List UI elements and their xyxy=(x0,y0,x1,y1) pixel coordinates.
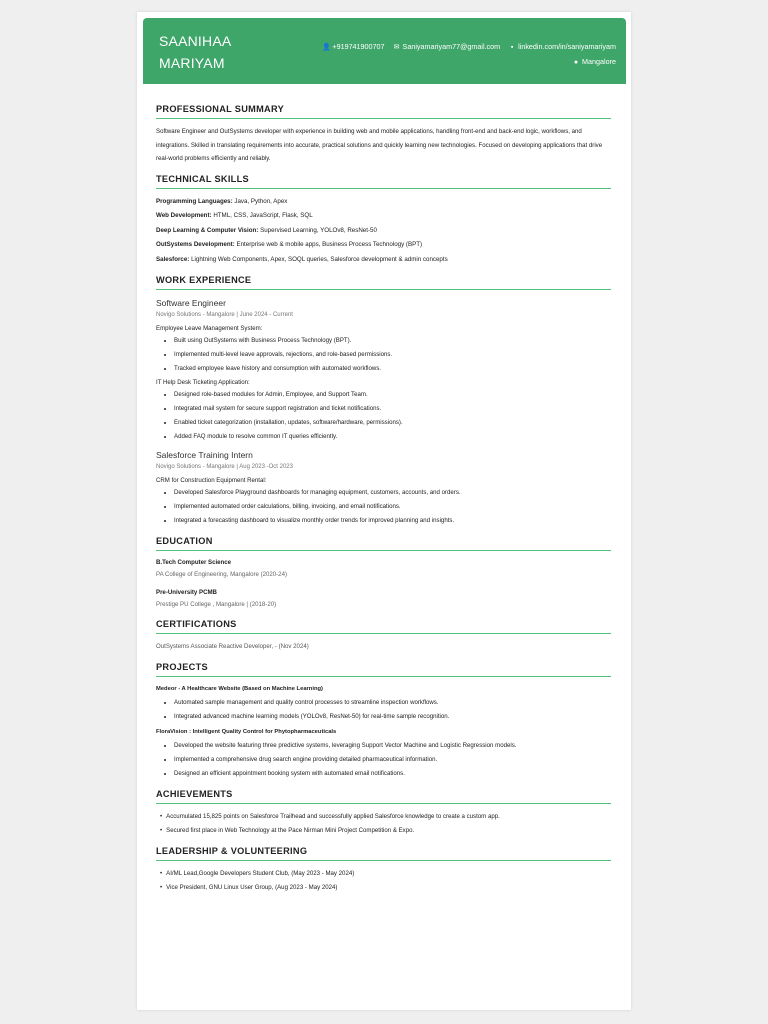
skills-title: TECHNICAL SKILLS xyxy=(156,174,611,189)
candidate-name xyxy=(159,30,269,74)
education-degree: B.Tech Computer Science xyxy=(156,559,232,566)
skills-list xyxy=(156,195,611,268)
bullet-item: • Built using OutSystems with Business Process Technology (BPT). xyxy=(174,334,611,348)
job-project-bullets xyxy=(156,486,611,528)
resume-body xyxy=(156,104,611,903)
summary-text: Software Engineer and OutSystems developer with experience in building web and mobile applications, handling front-end and back-end logic, workflows, and integrations. Skilled in translating requirements into accurate, practical solutions and quickly learning new technologies. Focused on developing applications that drive real-world problems efficiently and reliably. xyxy=(156,128,603,162)
jobs-list xyxy=(156,296,611,528)
leadership-title: LEADERSHIP & VOLUNTEERING xyxy=(156,846,611,861)
skill-value: Java, Python, Apex xyxy=(232,197,288,205)
achievement-item: • Accumulated 15,825 points on Salesforce Trailhead and successfully applied Salesforce knowledge to create a custom app. xyxy=(160,810,611,824)
job-project-bullets xyxy=(156,334,611,376)
skill-value: HTML, CSS, JavaScript, Flask, SQL xyxy=(211,212,313,219)
skill-row xyxy=(156,195,611,210)
skill-value: Supervised Learning, YOLOv8, ResNet-50 xyxy=(258,226,377,234)
education-meta: PA College of Engineering, Mangalore (2020-24) xyxy=(156,571,287,578)
leadership-item: • Vice President, GNU Linux User Group, (Aug 2023 - May 2024) xyxy=(160,881,611,895)
bullet-item: • Integrated a forecasting dashboard to visualize monthly order trends for improved planning and insights. xyxy=(174,514,611,528)
bullet-item: • Developed the website featuring three predictive systems, leveraging Support Vector Machine and Logistic Regression models. xyxy=(174,739,611,753)
job-project-name: CRM for Construction Equipment Rental: xyxy=(156,477,267,484)
experience-section xyxy=(156,275,611,528)
email-text: Saniyamariyam77@gmail.com xyxy=(402,42,501,51)
bullet-item: • Implemented multi-level leave approvals, rejections, and role-based permissions. xyxy=(174,348,611,362)
skill-label: Web Development: xyxy=(156,212,212,219)
certifications-section xyxy=(156,619,611,654)
job-meta: Novigo Solutions - Mangalore | June 2024 - Current xyxy=(156,312,293,318)
achievements-list xyxy=(156,810,611,838)
certification-item: OutSystems Associate Reactive Developer, - (Nov 2024) xyxy=(156,643,309,650)
projects-list xyxy=(156,683,611,781)
bullet-item: • Designed an efficient appointment booking system with automated email notifications. xyxy=(174,767,611,781)
bullet-item: • Enabled ticket categorization (installation, updates, software/hardware, permissions). xyxy=(174,416,611,430)
achievements-title: ACHIEVEMENTS xyxy=(156,789,611,804)
resume-page xyxy=(137,12,631,1010)
skill-row xyxy=(156,238,611,253)
bullet-item: • Integrated mail system for secure support registration and ticket notifications. xyxy=(174,402,611,416)
experience-title: WORK EXPERIENCE xyxy=(156,275,611,290)
skills-section xyxy=(156,174,611,268)
project-bullets xyxy=(156,739,611,781)
resume-header xyxy=(143,18,626,84)
bullet-item: • Tracked employee leave history and consumption with automated workflows. xyxy=(174,362,611,376)
skill-value: Enterprise web & mobile apps, Business Process Technology (BPT) xyxy=(234,241,423,248)
project-bullets xyxy=(156,696,611,724)
project-name: FloraVision : Intelligent Quality Control for Phytopharmaceuticals xyxy=(156,729,337,735)
skill-value: Lightning Web Components, Apex, SOQL queries, Salesforce development & admin concepts xyxy=(189,255,448,263)
job-project-name: IT Help Desk Ticketing Application: xyxy=(156,379,250,386)
location-contact xyxy=(572,55,616,70)
achievements-section xyxy=(156,789,611,838)
education-degree: Pre-University PCMB xyxy=(156,589,217,596)
job-role: Software Engineer xyxy=(156,298,226,308)
linkedin-icon: ▪ xyxy=(510,44,514,51)
education-section xyxy=(156,536,611,611)
name-last: MARIYAM xyxy=(159,55,225,71)
achievement-item: • Secured first place in Web Technology at the Pace Nirman Mini Project Competition & Expo. xyxy=(160,824,611,838)
leadership-section xyxy=(156,846,611,895)
skill-row xyxy=(156,253,611,268)
projects-title: PROJECTS xyxy=(156,662,611,677)
leadership-item: • AI/ML Lead,Google Developers Student Club, (May 2023 - May 2024) xyxy=(160,867,611,881)
job-project-name: Employee Leave Management System: xyxy=(156,325,263,332)
bullet-item: • Implemented automated order calculations, billing, invoicing, and email notifications. xyxy=(174,500,611,514)
bullet-item: • Designed role-based modules for Admin, Employee, and Support Team. xyxy=(174,388,611,402)
bullet-item: • Added FAQ module to resolve common IT queries efficiently. xyxy=(174,430,611,444)
email-contact[interactable] xyxy=(393,40,501,55)
certifications-title: CERTIFICATIONS xyxy=(156,619,611,634)
linkedin-text: linkedin.com/in/saniyamariyam xyxy=(518,42,616,51)
leadership-list xyxy=(156,867,611,895)
person-icon: 👤 xyxy=(322,44,332,51)
skill-label: Programming Languages: xyxy=(156,197,233,205)
job-meta: Novigo Solutions - Mangalore | Aug 2023 -Oct 2023 xyxy=(156,464,293,470)
phone-text: +919741900707 xyxy=(332,42,385,51)
phone-contact[interactable] xyxy=(322,40,384,55)
skill-row xyxy=(156,209,611,224)
summary-title: PROFESSIONAL SUMMARY xyxy=(156,104,611,119)
skill-label: Salesforce: xyxy=(156,255,190,263)
skill-label: OutSystems Development: xyxy=(156,241,235,248)
linkedin-contact[interactable] xyxy=(508,40,616,55)
skill-row xyxy=(156,224,611,239)
mail-icon: ✉ xyxy=(393,44,400,51)
bullet-item: • Developed Salesforce Playground dashboards for managing equipment, customers, accounts, and orders. xyxy=(174,486,611,500)
location-pin-icon: ● xyxy=(573,59,579,66)
job-role: Salesforce Training Intern xyxy=(156,450,253,460)
project-name: Medeor - A Healthcare Website (Based on Machine Learning) xyxy=(156,686,323,692)
projects-section xyxy=(156,662,611,781)
education-meta: Prestige PU College , Mangalore | (2018-20) xyxy=(156,601,277,608)
contact-info xyxy=(316,40,616,70)
education-title: EDUCATION xyxy=(156,536,611,551)
summary-section xyxy=(156,104,611,166)
education-list xyxy=(156,557,611,611)
job-project-bullets xyxy=(156,388,611,444)
bullet-item: • Integrated advanced machine learning models (YOLOv8, ResNet-50) for real-time sample recognition. xyxy=(174,710,611,724)
skill-label: Deep Learning & Computer Vision: xyxy=(156,226,259,234)
bullet-item: • Automated sample management and quality control processes to streamline inspection workflows. xyxy=(174,696,611,710)
location-text: Mangalore xyxy=(582,57,616,66)
bullet-item: • Implemented a comprehensive drug search engine providing detailed pharmaceutical information. xyxy=(174,753,611,767)
name-first: SAANIHAA xyxy=(159,33,232,49)
